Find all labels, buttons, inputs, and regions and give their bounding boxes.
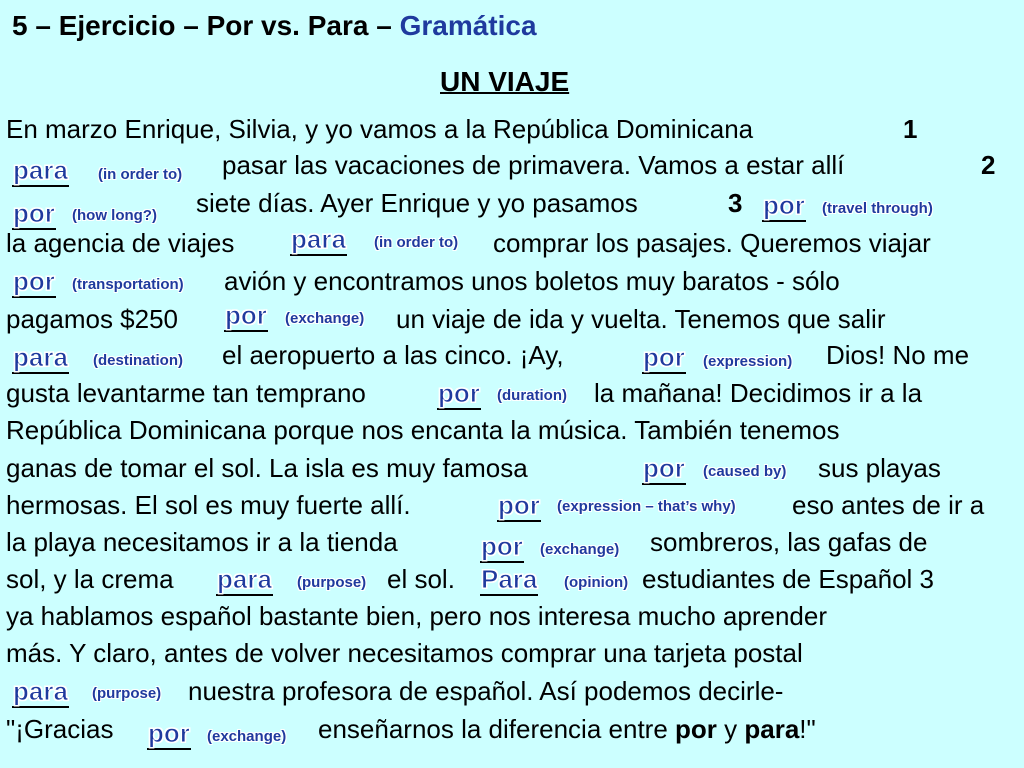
answer-12: por — [481, 531, 523, 561]
answer-14: Para — [481, 564, 538, 594]
hint-2: (how long?) — [72, 207, 157, 224]
text-line-14: ya hablamos español bastante bien, pero nos interesa mucho aprender — [6, 601, 827, 631]
answer-5: por — [13, 266, 55, 296]
hint-10: (caused by) — [703, 463, 787, 480]
answer-13: para — [217, 564, 272, 594]
blank-number-3: 3 — [728, 188, 743, 218]
hint-12: (exchange) — [540, 541, 620, 558]
answer-10: por — [643, 453, 685, 483]
hint-8: (expression) — [703, 353, 793, 370]
hint-5: (transportation) — [72, 276, 184, 293]
answer-6: por — [225, 300, 267, 330]
hint-16: (exchange) — [207, 728, 287, 745]
text-line-10a: ganas de tomar el sol. La isla es muy famosa — [6, 453, 528, 483]
hint-15: (purpose) — [92, 685, 162, 702]
hint-13: (purpose) — [297, 574, 367, 591]
hint-7: (destination) — [93, 352, 183, 369]
hint-6: (exchange) — [285, 310, 365, 327]
text-line-2: pasar las vacaciones de primavera. Vamos a estar allí — [222, 150, 845, 180]
text-line-7b: Dios! No me — [826, 340, 970, 370]
text-line-12a: la playa necesitamos ir a la tienda — [6, 527, 398, 557]
hint-4: (in order to) — [374, 234, 459, 251]
text-line-8b: la mañana! Decidimos ir a la — [594, 378, 923, 408]
text-line-17a: "¡Gracias — [6, 714, 114, 744]
text-line-6a: pagamos $250 — [6, 304, 179, 334]
hint-1: (in order to) — [98, 166, 183, 183]
title-accent: Gramática — [399, 10, 537, 41]
hint-3: (travel through) — [822, 200, 933, 217]
text-line-4a: la agencia de viajes — [6, 228, 235, 258]
text-line-8a: gusta levantarme tan temprano — [6, 378, 366, 408]
text-line-11a: hermosas. El sol es muy fuerte allí. — [6, 490, 411, 520]
text-line-17-tail — [318, 714, 816, 744]
text-line-17f: !" — [799, 714, 816, 744]
text-line-3: siete días. Ayer Enrique y yo pasamos — [196, 188, 638, 218]
text-line-9: República Dominicana porque nos encanta la música. También tenemos — [6, 415, 840, 445]
text-line-5: avión y encontramos unos boletos muy baratos - sólo — [224, 266, 840, 296]
text-line-17 — [6, 714, 113, 744]
hint-9: (duration) — [497, 387, 567, 404]
text-line-13a: sol, y la crema — [6, 564, 174, 594]
answer-8: por — [643, 342, 685, 372]
text-line-4b: comprar los pasajes. Queremos viajar — [493, 228, 931, 258]
answer-1: para — [13, 155, 68, 185]
text-line-6b: un viaje de ida y vuelta. Tenemos que salir — [396, 304, 886, 334]
hint-11: (expression – that’s why) — [557, 498, 736, 515]
text-line-13b: el sol. — [387, 564, 455, 594]
text-line-12b: sombreros, las gafas de — [650, 527, 928, 557]
answer-2: por — [13, 198, 55, 228]
text-line-10b: sus playas — [818, 453, 941, 483]
text-line-13c: estudiantes de Español 3 — [642, 564, 934, 594]
answer-4: para — [291, 224, 346, 254]
text-line-17b: enseñarnos la diferencia entre — [318, 714, 668, 744]
answer-3: por — [763, 190, 805, 220]
word-para: para — [744, 714, 800, 744]
answer-9: por — [438, 378, 480, 408]
answer-7: para — [13, 342, 68, 372]
text-line-17d: y — [724, 714, 738, 744]
text-line-11b: eso antes de ir a — [792, 490, 985, 520]
title-main: 5 – Ejercicio – Por vs. Para – — [12, 10, 400, 41]
answer-15: para — [13, 676, 68, 706]
text-line-16: nuestra profesora de español. Así podemos decirle- — [188, 676, 784, 706]
text-line-1: En marzo Enrique, Silvia, y yo vamos a la República Dominicana — [6, 114, 754, 144]
blank-number-1: 1 — [903, 114, 918, 144]
answer-11: por — [498, 490, 540, 520]
word-por: por — [675, 714, 717, 744]
text-line-15: más. Y claro, antes de volver necesitamos comprar una tarjeta postal — [6, 638, 803, 668]
text-line-7a: el aeropuerto a las cinco. ¡Ay, — [222, 340, 564, 370]
hint-14: (opinion) — [564, 574, 629, 591]
page-title — [12, 10, 537, 42]
answer-16: por — [148, 718, 190, 748]
story-title: UN VIAJE — [440, 66, 570, 97]
blank-number-2: 2 — [981, 150, 996, 180]
